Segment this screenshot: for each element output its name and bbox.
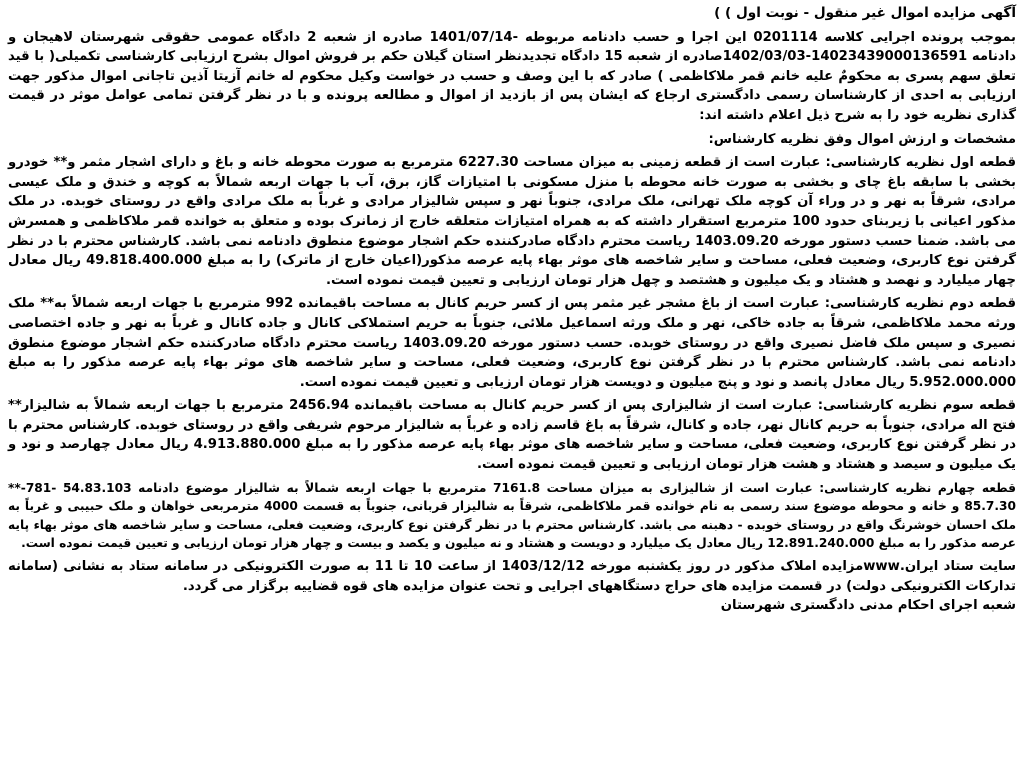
parcel-three-paragraph: قطعه سوم نظریه کارشناسی: عبارت است از شالیزاری پس از کسر حریم کانال به مساحت باقیمانده 2456.94 مترمربع با جهات اربعه شمالاً به شالیزار** فتح اله مرادی، جنوباً به حریم کانال نهر، جاده و کانال، شرقاً به باغ قاسم زاده و غرباً به شالیزار مرحوم شریفی واقع در روستای خوبده. کارشناس محترم با در نظر گرفتن نوع کاربری، وضعیت فعلی، مساحت و سایر شاخصه های موثر بهاء پایه عرصه مذکور را به مبلغ 4.913.880.000 ریال معادل چهارصد و نود و یک میلیون و سیصد و هشتاد و هشت هزار تومان ارزیابی و تعیین قیمت نموده است.: [8, 398, 1016, 473]
section-heading: مشخصات و ارزش اموال وفق نظریه کارشناس:: [708, 131, 1016, 147]
auction-notice: [8, 4, 1016, 778]
parcel-one-paragraph: قطعه اول نظریه کارشناسی: عبارت است از قطعه زمینی به میزان مساحت 6227.30 مترمربع به صورت محوطه خانه و باغ و دارای اشجار مثمر و** خودرو بخشی با سابقه باغ چای و بخشی به صورت خانه محوطه با منزل مسکونی با امتیازات گاز، برق، آب با جهات اربعه شمالاً به کوچه و خندق و ملک عیسی مرادی، شرقاً به نهر و در وراء آن کوچه ملک تهرانی، ملک مرادی، جنوباً نهر و سپس شالیزار مرادی و غرباً به ملک مرادی واقع در روستای خوبده. در ملک مذکور اعیانی با زیربنای حدود 100 مترمربع استقرار داشته که به همراه امتیازات متعلقه خارج از زمانرک بوده و متعلق به خوانده قمر ملاکاظمی و همسرش می باشد. ضمنا حسب دستور مورخه 1403.09.20 ریاست محترم دادگاه صادرکننده حکم اشجار موضوع منطوق دادنامه نمی باشد. کارشناس محترم با در نظر گرفتن نوع کاربری، وضعیت فعلی، مساحت و سایر شاخصه های موثر بهاء پایه عرصه مذکور(اعیان خارج از ماترک) را به مبلغ 49.818.400.000 ریال معادل چهار میلیارد و نهصد و هشتاد و یک میلیون و هشتصد و چهل هزار تومان ارزیابی و تعیین قیمت نموده است.: [8, 155, 1016, 288]
issuer-signature: شعبه اجرای احکام مدنی دادگستری شهرستان: [720, 598, 1016, 614]
parcel-two-paragraph: قطعه دوم نظریه کارشناسی: عبارت است از باغ مشجر غیر مثمر پس از کسر حریم کانال به مساحت باقیمانده 992 مترمربع با جهات اربعه شمالاً به** ملک ورثه محمد ملاکاظمی، شرقاً به جاده خاکی، نهر و ملک ورثه اسماعیل ملائی، جنوباً به حریم استملاکی کانال و جاده کانال و غرباً به نهر و جاده اختصاصی نصیری و سپس ملک فاضل نصیری واقع در روستای خوبده. حسب دستور مورخه 1403.09.20 ریاست محترم دادگاه صادرکننده حکم اشجار موضوع منطوق دادنامه نمی باشد. کارشناس محترم با در نظر گرفتن نوع کاربری، وضعیت فعلی، مساحت و سایر شاخصه های موثر بهاء پایه عرصه مذکور را به مبلغ 5.952.000.000 ریال معادل پانصد و نود و پنج میلیون و دویست هزار تومان ارزیابی و تعیین قیمت نموده است.: [8, 296, 1016, 390]
notice-title: آگهی مزایده اموال غیر منقول - نوبت اول ) ): [714, 5, 1016, 21]
parcel-four-paragraph: قطعه چهارم نظریه کارشناسی: عبارت است از شالیزاری به میزان مساحت 7161.8 مترمربع با جهات اربعه شمالاً به شالیزار موضوع دادنامه 54.83.103 -781-** 85.7.30 و خانه و محوطه موضوع سند رسمی به نام خوانده قمر ملاکاظمی، شرقاً به شالیزار قربانی، جنوباً به قسمت 4000 مترمربعی خواهان و ملک حبیبی و غرباً به ملک احسان خوشرنگ واقع در روستای خوبده - دهبنه می باشد. کارشناس محترم با در نظر گرفتن نوع کاربری، وضعیت فعلی، مساحت و سایر شاخصه های موثر بهاء پایه عرصه مذکور را به مبلغ 12.891.240.000 ریال معادل یک میلیارد و دویست و هشتاد و نه میلیون و یکصد و بیست و چهار هزار تومان ارزیابی و تعیین قیمت نموده است.: [8, 480, 1016, 551]
intro-paragraph: بموجب پرونده اجرایی کلاسه 0201114 این اجرا و حسب دادنامه مربوطه -1401/07/14 صادره از شعبه 2 دادگاه عمومی حقوقی شهرستان لاهیجان و دادنامه 14023439000136591-1402/03/03صادره از شعبه 15 دادگاه تجدیدنظر استان گیلان حکم بر فروش اموال بشرح ارزیابی کارشناسی تکمیلی( با قید تعلق سهم پسری به محکومٌ علیه خانم قمر ملاکاظمی ) صادر که با این وصف و حسب در خواست وکیل محکوم له خانم آزیتا آذین تاجانی اموال مذکور جهت ارزیابی به احدی از کارشناسان رسمی دادگستری ارجاع که ایشان پس از بازدید از اموال و مطالعه پرونده و با در نظر گرفتن تمامی عوامل موثر در قیمت گذاری نظریه خود را به شرح ذیل اعلام داشته اند:: [8, 29, 1016, 123]
auction-footer-paragraph: سایت ستاد ایران.wwwمزایده املاک مذکور در روز یکشنبه مورخه 1403/12/12 از ساعت 10 تا 11 به صورت الکترونیکی در سامانه ستاد به نشانی (سامانه تدارکات الکترونیکی دولت) در قسمت مزایده های حراج دستگاههای اجرایی و تحت عنوان مزایده های قوه قضاییه برگزار می گردد.: [8, 559, 1016, 594]
